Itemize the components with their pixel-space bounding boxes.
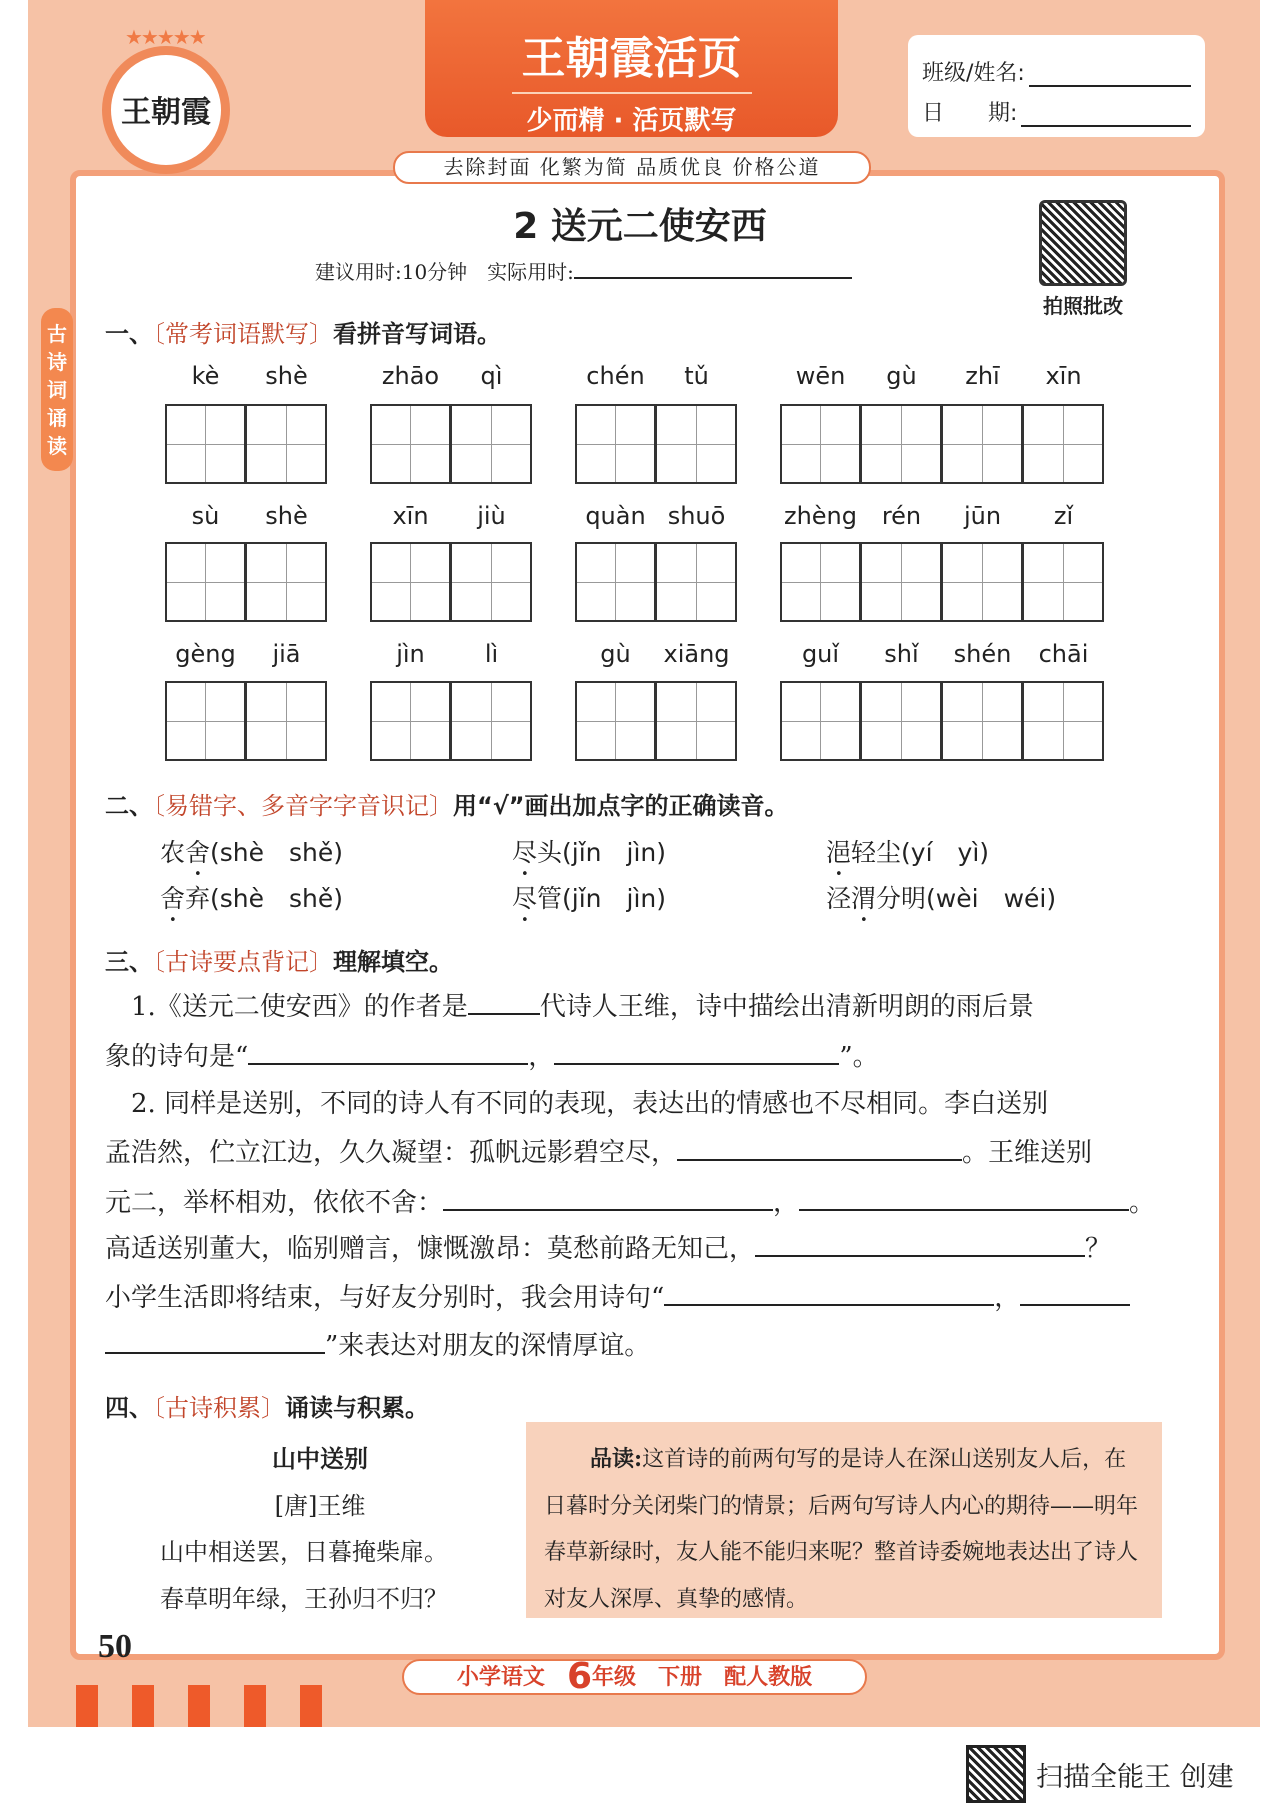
blank[interactable] (248, 1041, 528, 1065)
blank[interactable] (1020, 1282, 1130, 1306)
logo-text: 王朝霞 (121, 95, 211, 130)
brand-subtitle: 少而精 · 活页默写 (526, 106, 737, 136)
blank[interactable] (443, 1187, 773, 1211)
fill-line: 元二，举杯相劝，依依不舍： ， 。 (105, 1188, 1156, 1218)
writing-cell[interactable] (370, 681, 451, 761)
pronunciation-item[interactable]: 泾渭分明(wèi wéi) (826, 884, 1057, 913)
writing-cell[interactable] (575, 404, 656, 484)
pinyin: gù (600, 640, 631, 668)
pinyin: chāi (1038, 640, 1089, 668)
writing-cell[interactable] (942, 542, 1023, 622)
writing-cell[interactable] (451, 404, 532, 484)
pinyin: zhāo (381, 362, 440, 390)
fill-line: ”来表达对朋友的深情厚谊。 (105, 1325, 1167, 1362)
pinyin: jūn (963, 502, 1002, 530)
name-date-box (908, 35, 1205, 137)
side-tab (41, 308, 73, 471)
writing-cell[interactable] (451, 542, 532, 622)
time-line (315, 256, 852, 285)
writing-cell[interactable] (246, 542, 327, 622)
pinyin: quàn (585, 502, 646, 530)
poem-line: 春草明年绿，王孙归不归？ (160, 1584, 448, 1613)
pronunciation-item[interactable]: 农舍(shè shě) (160, 838, 344, 867)
pinyin: shuō (667, 502, 726, 530)
poem-author: [唐]王维 (274, 1491, 366, 1520)
pinyin: chén (586, 362, 645, 390)
section-3-heading: 三、〔古诗要点背记〕理解填空。 (105, 948, 453, 976)
writing-cell[interactable] (575, 681, 656, 761)
writing-cell[interactable] (165, 681, 246, 761)
blank[interactable] (468, 991, 540, 1015)
poem-title: 山中送别 (272, 1444, 368, 1473)
pinyin: qì (480, 362, 503, 390)
slogan: 去除封面 化繁为简 品质优良 价格公道 (393, 151, 871, 184)
pinyin: gèng (175, 640, 236, 668)
writing-cell[interactable] (780, 681, 861, 761)
writing-cell[interactable] (656, 681, 737, 761)
pinyin: shè (265, 502, 308, 530)
writing-cell[interactable] (246, 404, 327, 484)
writing-cell[interactable] (861, 404, 942, 484)
pinyin: xīn (1045, 362, 1082, 390)
fill-line: 1.《送元二使安西》的作者是 代诗人王维，诗中描绘出清新明朗的雨后景 (131, 992, 1034, 1022)
name-field[interactable] (1029, 63, 1191, 87)
fill-line: 象的诗句是“ ， ”。 (105, 1042, 879, 1072)
writing-cell[interactable] (370, 542, 451, 622)
blank[interactable] (677, 1137, 962, 1161)
watermark-text: 扫描全能王 创建 (1036, 1761, 1234, 1793)
qr-code-icon[interactable] (1039, 200, 1127, 286)
writing-cell[interactable] (861, 681, 942, 761)
writing-cell[interactable] (370, 404, 451, 484)
header-banner (425, 0, 838, 137)
pinyin: zhèng (783, 502, 858, 530)
blank[interactable] (554, 1041, 839, 1065)
pinyin: shè (265, 362, 308, 390)
date-label: 日 期: (922, 101, 1018, 126)
writing-cell[interactable] (942, 681, 1023, 761)
time-label: 建议用时:10分钟 实际用时: (315, 260, 574, 284)
pinyin: shén (953, 640, 1012, 668)
pinyin: xiāng (663, 640, 730, 668)
pinyin: tǔ (684, 362, 709, 390)
appreciation-box (526, 1422, 1162, 1618)
writing-cell[interactable] (575, 542, 656, 622)
writing-cell[interactable] (656, 542, 737, 622)
pinyin: lì (484, 640, 499, 668)
pinyin: sù (191, 502, 220, 530)
page-title: 2 送元二使安西 (513, 206, 767, 247)
writing-cell[interactable] (165, 542, 246, 622)
writing-cell[interactable] (942, 404, 1023, 484)
fill-line: 孟浩然，伫立江边，久久凝望：孤帆远影碧空尽， 。王维送别 (105, 1138, 1093, 1168)
pinyin: jiù (477, 502, 506, 530)
pinyin: guǐ (801, 640, 840, 668)
pinyin: shǐ (884, 640, 919, 668)
page-number: 50 (98, 1628, 132, 1665)
date-field[interactable] (1021, 103, 1191, 127)
qr-code-icon (966, 1745, 1026, 1803)
brand-title: 王朝霞活页 (521, 33, 742, 84)
stars-icon: ★★★★★ (125, 25, 205, 49)
poem-line: 山中相送罢，日暮掩柴扉。 (160, 1538, 448, 1566)
fill-line: 2. 同样是送别，不同的诗人有不同的表现，表达出的情感也不尽相同。李白送别 (131, 1089, 1049, 1119)
writing-cell[interactable] (780, 542, 861, 622)
qr-label: 拍照批改 (1043, 294, 1123, 318)
writing-cell[interactable] (165, 404, 246, 484)
section-4-heading: 四、〔古诗积累〕诵读与积累。 (105, 1394, 429, 1422)
footer-badge: 小学语文 6年级 下册 配人教版 (402, 1659, 867, 1695)
pronunciation-item[interactable]: 尽头(jǐn jìn) (512, 838, 667, 867)
pinyin: kè (191, 362, 220, 390)
blank[interactable] (799, 1187, 1129, 1211)
blank[interactable] (755, 1233, 1085, 1257)
blank[interactable] (105, 1330, 325, 1354)
pronunciation-item[interactable]: 浥轻尘(yí yì) (826, 838, 990, 867)
pinyin: gù (886, 362, 917, 390)
pronunciation-item[interactable]: 尽管(jǐn jìn) (512, 884, 667, 913)
side-tab-label: 古诗词诵读 (47, 322, 67, 458)
fill-line: 高适送别董大，临别赠言，慷慨激昂：莫愁前路无知己， ？ (105, 1234, 1112, 1264)
pinyin: zǐ (1053, 502, 1074, 530)
pinyin: wēn (795, 362, 846, 390)
pinyin: rén (881, 502, 922, 530)
writing-cell[interactable] (451, 681, 532, 761)
blank[interactable] (664, 1282, 994, 1306)
section-2-heading: 二、〔易错字、多音字字音识记〕用“√”画出加点字的正确读音。 (105, 792, 789, 820)
writing-cell[interactable] (1023, 404, 1104, 484)
actual-time-field[interactable] (574, 261, 852, 279)
pinyin: jìn (396, 640, 425, 668)
pronunciation-item[interactable]: 舍弃(shè shě) (160, 884, 344, 913)
pinyin: xīn (392, 502, 429, 530)
name-label: 班级/姓名: (922, 61, 1025, 86)
writing-cell[interactable] (1023, 542, 1104, 622)
writing-cell[interactable] (656, 404, 737, 484)
writing-cell[interactable] (861, 542, 942, 622)
appreciation-text: 这首诗的前两句写的是诗人在深山送别友人后，在日暮时分关闭柴门的情景；后两句写诗人内心的期待——明年春草新绿时，友人能不能归来呢？整首诗委婉地表达出了诗人对友人深厚、真挚的感情。 (544, 1447, 1139, 1612)
writing-cell[interactable] (246, 681, 327, 761)
fill-line: 小学生活即将结束，与好友分别时，我会用诗句“ ， (105, 1277, 1167, 1314)
brand-logo (102, 25, 230, 174)
scanner-watermark (966, 1745, 1234, 1803)
appreciation-label: 品读: (590, 1446, 643, 1472)
writing-cell[interactable] (780, 404, 861, 484)
pinyin: jiā (272, 640, 301, 668)
section-1-heading: 一、〔常考词语默写〕看拼音写词语。 (105, 320, 501, 348)
poem (160, 1436, 448, 1622)
decorative-stripes (76, 1685, 356, 1727)
writing-cell[interactable] (1023, 681, 1104, 761)
pinyin: zhī (965, 362, 1000, 390)
